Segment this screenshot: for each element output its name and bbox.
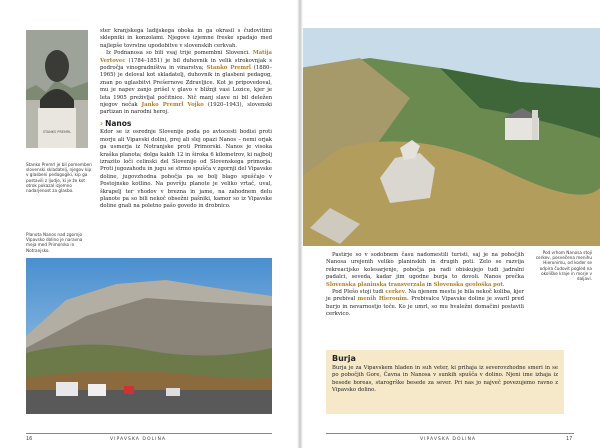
left-page-number: 16 [26, 436, 33, 442]
burja-title: Burja [332, 354, 356, 363]
notables-text-1: Iz Podnanosa so bili vsaj trije pomembni Slovenci. [106, 50, 253, 57]
bust-photo [26, 30, 88, 148]
mountain-photo [26, 258, 272, 414]
bust-plaque: STANKO PREMRL [42, 130, 72, 134]
church-text-1: Pod Plešo stoji tudi [332, 289, 386, 296]
bust-caption: Stanko Premrl je bil pomemben slovenski skladatelj, njegov kip v glasbeni pedagogiki, kip ga postavili z ljudje, ki je že kot otrok pokazal izjemno nadarjenost za glasbo. [26, 162, 92, 194]
mountain-illustration [26, 258, 272, 414]
notables-paragraph [100, 50, 272, 117]
name-stanko-premrl: Stanko Premrl [206, 65, 251, 72]
right-footer-rule [326, 433, 574, 434]
church-text-3: . Prebivalce Vipavske doline je svaril pred burjo in nevarnostjo toče. Ko je umrl, so mu hvaležni domačini postavili cerkvico. [326, 296, 524, 318]
nanos-heading [100, 120, 272, 127]
link-slovenska-geoloska-pot[interactable]: Slovenska geološka pot [433, 281, 503, 288]
notables-text-4: (1920–1943), slovenski partizan in narodni heroj. [100, 102, 273, 116]
link-menih-hieronim[interactable]: menih Hieronim [357, 296, 408, 303]
nanos-paragraph: Kdor se iz osrednje Slovenije poda po avtocesti bodisi proti morju ali Vipavski dolini, prej ali slej opazi Nanos – nemi orjak ga usmerja iz Notranjske proti Primorski. Nanos je visoka kraška planota; dolga kakih 12 in široka 6 kilometrov, ki najbolj izrazito loči celinski del Slovenije od Slovenskega primorja. Proti jugozahodu in jugu se strmo spušča v zgornji del Vipavske doline, jugovzhodna pobočja pa se bolj blago spuščajo v Postojnsko kotlino. Na površju planote je veliko vrtač, uval, škrapelj ter vhodov v brezna in jame, na zahodnem delu planote pa so bili nekoč obsežni pašniki, kamor so iz Vipavske doline gnali na poletno pašo govedo in drobnico. [100, 129, 272, 210]
link-slovenska-planinska-transverzala[interactable]: Slovenska planinska transverzala [326, 281, 426, 288]
tourism-text-1: Pastirje so v sodobnem času nadomestili turisti, saj je na pobočjih Nanosa urejenih veliko planinskih in drugih poti. Zelo se razvija rekreacijsko kolesarjenje, pobočja pa radi obiskujejo tudi jadralni padalci, seveda, kadar jim ugodne burja to dovoli. Nanos prečka [326, 252, 524, 281]
left-text-column [100, 28, 272, 211]
burja-info-box [326, 350, 564, 414]
church-photo [300, 28, 600, 246]
right-page [300, 0, 600, 448]
church-text-2: . Na njenem mestu je bila nekoč kolibа, kjer je prebival [326, 289, 524, 303]
name-matija-vertovec: Matija Vertovec [100, 50, 272, 64]
tourism-paragraph [326, 252, 524, 289]
left-footer-title: VIPAVSKA DOLINA [110, 437, 167, 442]
tourism-text-2: in [425, 281, 434, 288]
notables-text-3: (1880–1965) je deloval kot skladatelj, duhovnik in glasbeni pedagog, znan po uglasbitvi Prešernove Zdravljice. Kot je pripovedoval, mu je napev zanjo prišel v glavo v bližnji vasi Lozice, kjer je leta 1905 preživljal počitnice. Nič manj slave ni bil deležen njegov nečak [100, 65, 272, 109]
nanos-heading-text: Nanos [105, 118, 132, 128]
intro-paragraph: ster kranjskega ladijskega oboka in ga okrasil s čudovitimi sklepniki in konzolami. Njegove izjemne freske spadajo med najlepše tovrstne upodobitve v slovenskih cerkvah. [100, 28, 272, 49]
book-gutter [297, 0, 303, 448]
section-arrow-icon: › [100, 118, 104, 128]
mountain-caption: Planota Nanos nad zgornjo Vipavsko dolino je naravna meja med Primorsko in Notranjsko. [26, 232, 83, 253]
tourism-text-3: . [502, 281, 505, 288]
church-illustration [300, 28, 600, 246]
left-footer-rule [26, 433, 272, 434]
notables-text-2: (1784–1851) je bil duhovnik in velik strokovnjak s področja vinogradništva in vinarstva; [100, 57, 272, 72]
church-photo-caption: Pod vrhom Nanosa stoji cerkev, posvečena menihu Hieronimu, od koder se odpira čudovit pogled na okoliške kraje in morje v daljavi. [535, 250, 592, 282]
burja-text: Burja je za Vipavskem hladen in suh veter, ki prihaja iz severovzhodne smeri in se po pobočjih Gore, Čavna in Nanosa v sunkih spušča v dolino. Njeni ime izhaja iz besede boreas, starogrške besede za sever. Pri nas jo največ povezujemo ravno z Vipavsko dolino. [332, 365, 558, 394]
right-footer-title: VIPAVSKA DOLINA [420, 437, 477, 442]
right-page-number: 17 [566, 436, 573, 442]
church-paragraph [326, 289, 524, 319]
right-text-column [326, 252, 524, 319]
link-cerkev[interactable]: cerkev [385, 289, 405, 296]
name-janko-premrl-vojko: Janko Premrl Vojko [141, 102, 204, 109]
